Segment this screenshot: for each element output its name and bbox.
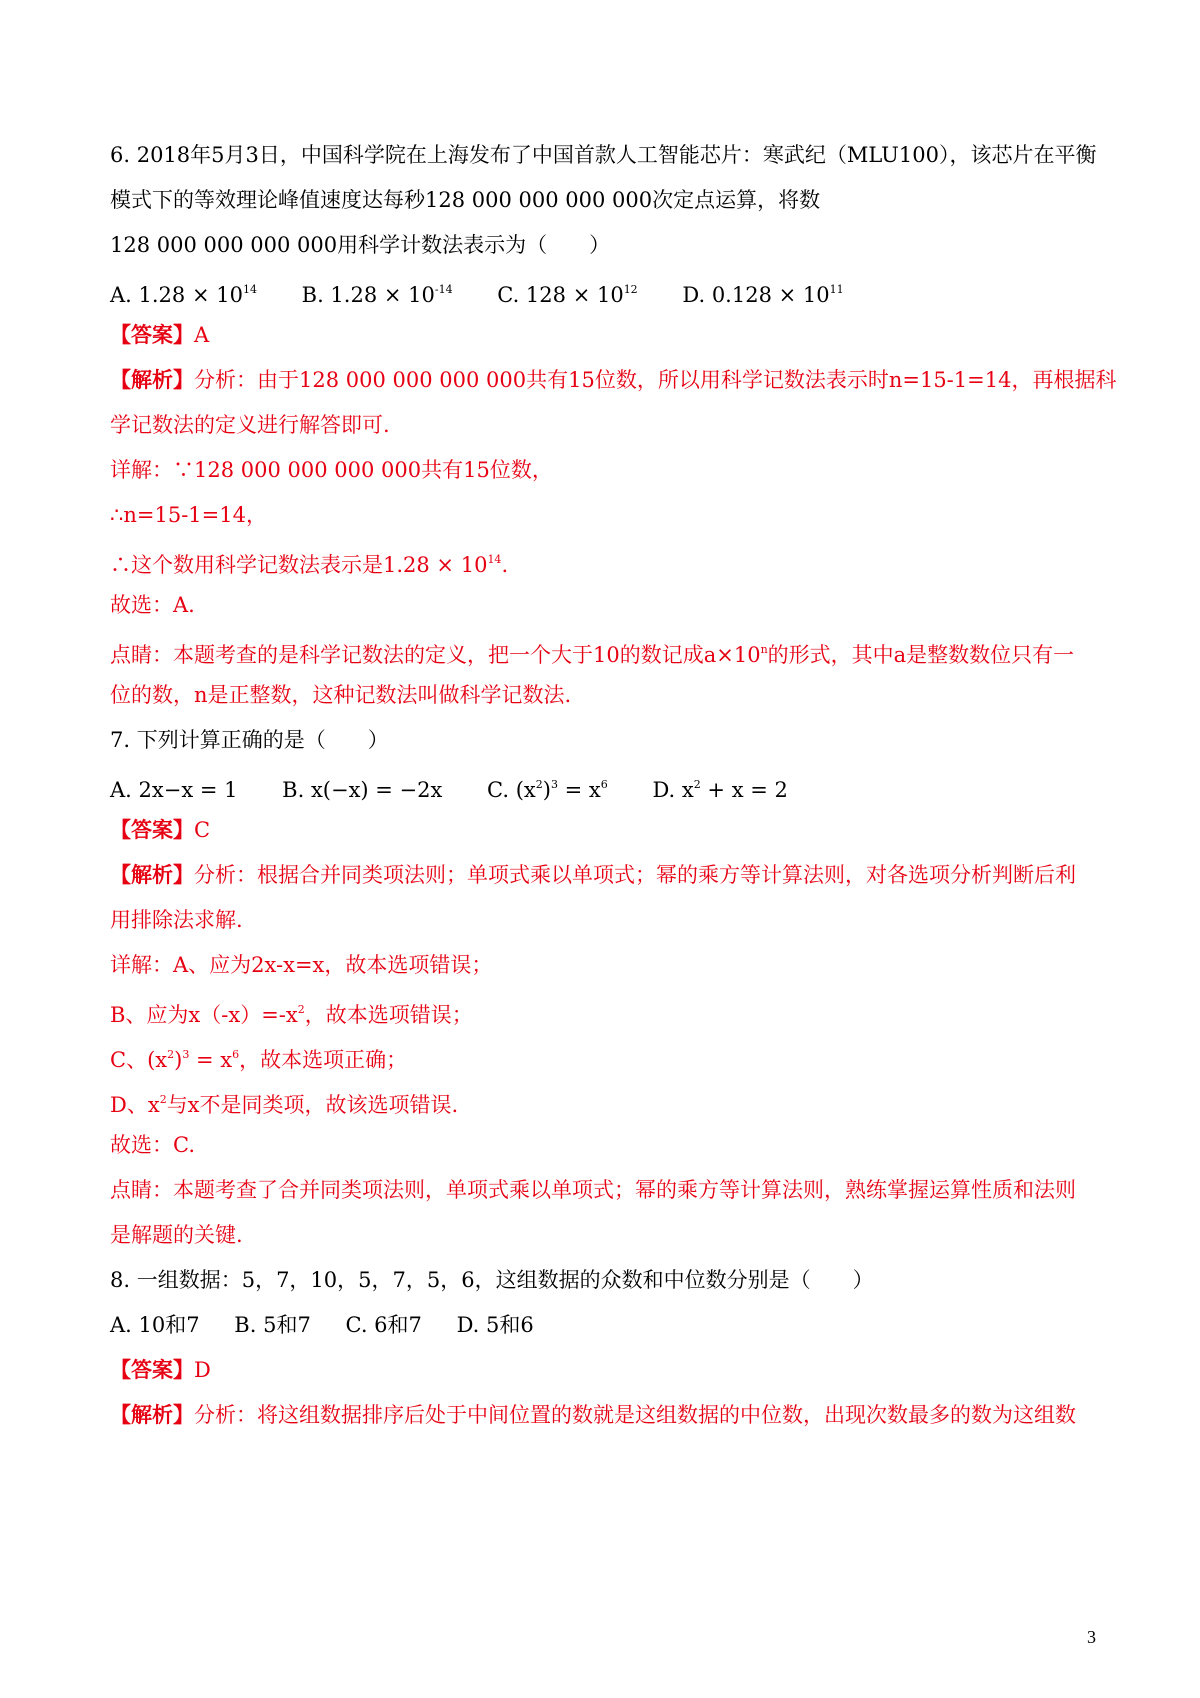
q6-detail-line-3 [110, 545, 1100, 580]
q6-detail-line-2: ∴n=15-1=14， [110, 503, 267, 527]
q6-option-b: B. $1.28 \times 10^{-14}$ [301, 283, 453, 307]
q7-detail-d [110, 1085, 1100, 1120]
exponent: 3 [182, 1048, 190, 1061]
q8-analysis-line-1 [110, 1400, 1100, 1430]
q7-analysis-line-2: 用排除法求解. [110, 908, 243, 932]
answer-value: D [194, 1358, 211, 1382]
exponent: n [760, 643, 768, 656]
q6-comment-line-1 [110, 635, 1100, 670]
detail-end: . [501, 553, 509, 577]
answer-label: 【答案】 [110, 817, 194, 842]
detail-text-end: 与x不是同类项，故该选项错误. [166, 1093, 459, 1117]
q7-option-c: C. $(x^2)^3 = x^6$ [487, 778, 608, 802]
q6-option-d: D. $0.128 \times 10^{11}$ [682, 283, 844, 307]
q7-answer [110, 815, 1100, 845]
q7-options [110, 770, 1100, 805]
equals: = x [189, 1048, 233, 1072]
q7-option-a: A. 2x−x = 1 [110, 778, 238, 802]
q6-answer [110, 320, 1100, 350]
q6-comment-line-2: 位的数，n是正整数，这种记数法叫做科学记数法. [110, 683, 572, 707]
detail-text: ∴这个数用科学记数法表示是1.28 × 10 [110, 553, 488, 577]
q8-option-b: B. 5和7 [234, 1313, 311, 1337]
q7-comment-line-1: 点睛：本题考查了合并同类项法则，单项式乘以单项式；幂的乘方等计算法则，熟练掌握运算性质和法则 [110, 1178, 1076, 1202]
q6-stem-line-1: 6. 2018年5月3日，中国科学院在上海发布了中国首款人工智能芯片：寒武纪（MLU100），该芯片在平衡 [110, 143, 1097, 167]
q6-stem-line-3: 128 000 000 000 000用科学计数法表示为（ ） [110, 233, 611, 257]
detail-text: C、(x [110, 1048, 168, 1072]
comment-text-end: 的形式，其中a是整数数位只有一 [767, 643, 1075, 667]
paren: ) [174, 1048, 183, 1072]
exponent: 14 [487, 553, 502, 566]
detail-text-end: ，故本选项错误； [304, 1003, 473, 1027]
q8-answer [110, 1355, 1100, 1385]
answer-value: C [194, 818, 211, 842]
page-number: 3 [1087, 1627, 1096, 1647]
analysis-label: 【解析】 [110, 862, 194, 887]
q8-option-c: C. 6和7 [345, 1313, 422, 1337]
q8-stem: 8. 一组数据：5，7，10，5，7，5，6，这组数据的众数和中位数分别是（ ） [110, 1268, 874, 1292]
q6-detail-line-1: 详解：∵128 000 000 000 000共有15位数， [110, 458, 553, 482]
analysis-text: 分析：由于128 000 000 000 000共有15位数，所以用科学记数法表示时n=15-1=14，再根据科 [194, 368, 1117, 392]
analysis-label: 【解析】 [110, 367, 194, 392]
q7-choose: 故选：C. [110, 1133, 195, 1157]
q7-option-d: D. $x^2 + x = 2$ [652, 778, 788, 802]
answer-label: 【答案】 [110, 322, 194, 347]
q6-analysis-line-1 [110, 365, 1117, 395]
q8-option-a: A. 10和7 [110, 1313, 200, 1337]
answer-label: 【答案】 [110, 1357, 194, 1382]
q8-options [110, 1310, 1100, 1340]
q6-option-c: C. $128 \times 10^{12}$ [497, 283, 638, 307]
exponent: 2 [167, 1048, 175, 1061]
exponent: 2 [159, 1093, 167, 1106]
detail-text-end: ，故本选项正确； [239, 1048, 408, 1072]
exponent: 2 [297, 1003, 305, 1016]
q8-option-d: D. 5和6 [456, 1313, 534, 1337]
analysis-text: 分析：根据合并同类项法则；单项式乘以单项式；幂的乘方等计算法则，对各选项分析判断后利 [194, 863, 1076, 887]
answer-value: A [194, 323, 210, 347]
q7-detail-b [110, 995, 1100, 1030]
detail-text: D、x [110, 1093, 160, 1117]
q6-stem-line-2: 模式下的等效理论峰值速度达每秒128 000 000 000 000次定点运算，将数 [110, 188, 821, 212]
q6-options [110, 275, 1100, 310]
analysis-text: 分析：将这组数据排序后处于中间位置的数就是这组数据的中位数，出现次数最多的数为这组数 [194, 1403, 1076, 1427]
q6-choose: 故选：A. [110, 593, 195, 617]
q7-detail-c [110, 1040, 1100, 1075]
q7-comment-line-2: 是解题的关键. [110, 1223, 243, 1247]
analysis-label: 【解析】 [110, 1402, 194, 1427]
comment-text: 点睛：本题考查的是科学记数法的定义，把一个大于10的数记成a×10 [110, 643, 761, 667]
q7-stem: 7. 下列计算正确的是（ ） [110, 728, 389, 752]
exponent: 6 [232, 1048, 240, 1061]
q6-analysis-line-2: 学记数法的定义进行解答即可. [110, 413, 390, 437]
q7-analysis-line-1 [110, 860, 1100, 890]
q7-detail-a: 详解：A、应为2x-x=x，故本选项错误； [110, 953, 493, 977]
detail-text: B、应为x（-x）=-x [110, 1003, 298, 1027]
q7-option-b: B. x(−x) = −2x [282, 778, 443, 802]
q6-option-a: A. $1.28 \times 10^{14}$ [110, 283, 257, 307]
